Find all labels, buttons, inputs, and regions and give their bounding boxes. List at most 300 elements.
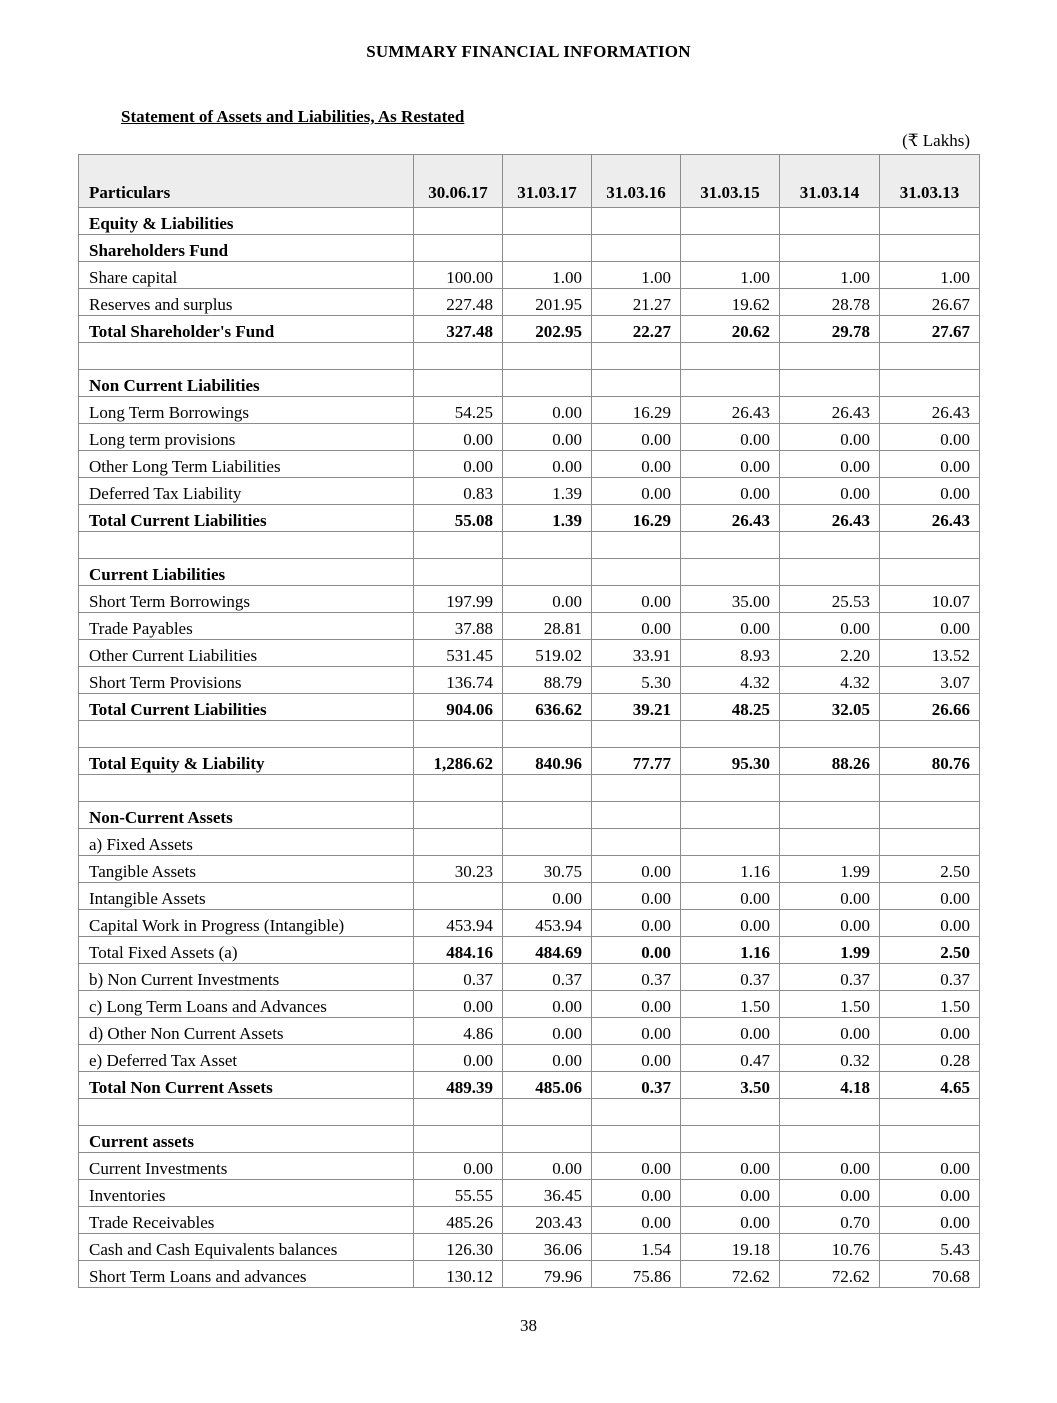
row-value xyxy=(592,1126,681,1153)
row-value xyxy=(681,775,780,802)
row-value: 0.00 xyxy=(681,1180,780,1207)
row-value xyxy=(681,829,780,856)
blank-row xyxy=(79,721,980,748)
row-value: 26.43 xyxy=(880,397,980,424)
row-value xyxy=(880,370,980,397)
row-value: 5.43 xyxy=(880,1234,980,1261)
row-value: 16.29 xyxy=(592,505,681,532)
row-value: 0.00 xyxy=(592,856,681,883)
row-value: 5.30 xyxy=(592,667,681,694)
row-value: 484.16 xyxy=(414,937,503,964)
row-value: 0.70 xyxy=(780,1207,880,1234)
row-value xyxy=(592,208,681,235)
row-value: 1.16 xyxy=(681,856,780,883)
table-row xyxy=(79,1207,980,1234)
row-label: Current assets xyxy=(79,1126,414,1153)
row-value: 904.06 xyxy=(414,694,503,721)
row-value: 48.25 xyxy=(681,694,780,721)
table-row xyxy=(79,640,980,667)
row-value xyxy=(880,559,980,586)
row-value: 1.16 xyxy=(681,937,780,964)
page-heading: SUMMARY FINANCIAL INFORMATION xyxy=(366,42,691,61)
row-value: 489.39 xyxy=(414,1072,503,1099)
row-label: c) Long Term Loans and Advances xyxy=(79,991,414,1018)
row-value: 8.93 xyxy=(681,640,780,667)
row-value: 1.50 xyxy=(681,991,780,1018)
row-value: 72.62 xyxy=(780,1261,880,1288)
table-row xyxy=(79,613,980,640)
row-value: 28.78 xyxy=(780,289,880,316)
row-value xyxy=(681,1099,780,1126)
row-value: 0.00 xyxy=(592,991,681,1018)
row-label: Short Term Provisions xyxy=(79,667,414,694)
row-value: 30.75 xyxy=(503,856,592,883)
row-label: Total Current Liabilities xyxy=(79,505,414,532)
row-label: Tangible Assets xyxy=(79,856,414,883)
row-value: 0.00 xyxy=(592,1018,681,1045)
row-value: 840.96 xyxy=(503,748,592,775)
row-value: 55.55 xyxy=(414,1180,503,1207)
row-value xyxy=(503,208,592,235)
blank-row xyxy=(79,775,980,802)
row-label: a) Fixed Assets xyxy=(79,829,414,856)
row-value: 0.00 xyxy=(681,478,780,505)
row-value: 485.26 xyxy=(414,1207,503,1234)
row-value: 126.30 xyxy=(414,1234,503,1261)
row-value xyxy=(780,1126,880,1153)
table-row xyxy=(79,883,980,910)
row-value: 75.86 xyxy=(592,1261,681,1288)
row-value: 1,286.62 xyxy=(414,748,503,775)
row-value: 0.00 xyxy=(880,1018,980,1045)
row-value: 0.00 xyxy=(503,397,592,424)
row-value: 25.53 xyxy=(780,586,880,613)
row-value: 19.18 xyxy=(681,1234,780,1261)
table-row xyxy=(79,667,980,694)
blank-row xyxy=(79,532,980,559)
table-row xyxy=(79,586,980,613)
row-value: 0.00 xyxy=(503,1045,592,1072)
row-value xyxy=(414,235,503,262)
row-value: 0.37 xyxy=(780,964,880,991)
row-value: 4.86 xyxy=(414,1018,503,1045)
row-value: 0.00 xyxy=(592,1207,681,1234)
row-value xyxy=(414,802,503,829)
row-value: 0.00 xyxy=(780,1153,880,1180)
row-value xyxy=(414,721,503,748)
row-value: 0.00 xyxy=(681,424,780,451)
header-31-03-13: 31.03.13 xyxy=(880,155,980,208)
table-row xyxy=(79,748,980,775)
row-value: 10.76 xyxy=(780,1234,880,1261)
row-value: 0.37 xyxy=(503,964,592,991)
row-value: 0.00 xyxy=(780,451,880,478)
row-value: 55.08 xyxy=(414,505,503,532)
row-value: 0.00 xyxy=(503,883,592,910)
row-value xyxy=(780,532,880,559)
blank-row xyxy=(79,1099,980,1126)
row-value: 29.78 xyxy=(780,316,880,343)
row-value xyxy=(681,370,780,397)
row-label xyxy=(79,343,414,370)
row-value xyxy=(780,208,880,235)
table-row xyxy=(79,802,980,829)
row-value xyxy=(780,559,880,586)
row-value: 72.62 xyxy=(681,1261,780,1288)
row-value: 26.43 xyxy=(880,505,980,532)
table-row xyxy=(79,1126,980,1153)
row-value xyxy=(592,721,681,748)
row-value xyxy=(592,559,681,586)
row-value: 327.48 xyxy=(414,316,503,343)
row-value xyxy=(880,235,980,262)
row-value xyxy=(592,802,681,829)
row-value: 20.62 xyxy=(681,316,780,343)
row-value: 27.67 xyxy=(880,316,980,343)
row-label: Current Investments xyxy=(79,1153,414,1180)
row-value xyxy=(503,559,592,586)
header-31-03-17: 31.03.17 xyxy=(503,155,592,208)
row-label xyxy=(79,532,414,559)
row-value xyxy=(503,721,592,748)
row-value: 0.37 xyxy=(414,964,503,991)
row-value: 26.66 xyxy=(880,694,980,721)
row-value: 88.79 xyxy=(503,667,592,694)
row-value: 484.69 xyxy=(503,937,592,964)
row-value: 39.21 xyxy=(592,694,681,721)
row-value: 0.37 xyxy=(592,964,681,991)
row-value xyxy=(592,370,681,397)
row-value: 0.00 xyxy=(681,910,780,937)
row-value xyxy=(681,235,780,262)
row-value xyxy=(503,532,592,559)
row-label xyxy=(79,775,414,802)
row-value: 0.00 xyxy=(503,451,592,478)
table-row xyxy=(79,370,980,397)
row-value xyxy=(414,532,503,559)
row-label: Total Current Liabilities xyxy=(79,694,414,721)
row-value xyxy=(503,775,592,802)
row-value xyxy=(780,775,880,802)
table-row xyxy=(79,289,980,316)
table-row xyxy=(79,694,980,721)
row-value: 531.45 xyxy=(414,640,503,667)
row-value: 32.05 xyxy=(780,694,880,721)
row-value: 95.30 xyxy=(681,748,780,775)
table-row xyxy=(79,397,980,424)
table-row xyxy=(79,910,980,937)
row-value: 0.00 xyxy=(592,478,681,505)
row-value: 0.00 xyxy=(414,1045,503,1072)
row-value xyxy=(780,802,880,829)
row-value: 0.00 xyxy=(780,478,880,505)
row-value xyxy=(414,1099,503,1126)
table-body xyxy=(79,208,980,1288)
row-label: Cash and Cash Equivalents balances xyxy=(79,1234,414,1261)
row-value: 37.88 xyxy=(414,613,503,640)
table-row xyxy=(79,559,980,586)
row-value xyxy=(592,829,681,856)
row-value: 0.28 xyxy=(880,1045,980,1072)
row-value: 202.95 xyxy=(503,316,592,343)
row-value xyxy=(681,802,780,829)
row-label: Reserves and surplus xyxy=(79,289,414,316)
row-value: 0.00 xyxy=(414,1153,503,1180)
row-value: 22.27 xyxy=(592,316,681,343)
row-value: 0.00 xyxy=(681,1018,780,1045)
row-value xyxy=(592,532,681,559)
row-label: b) Non Current Investments xyxy=(79,964,414,991)
row-label: Capital Work in Progress (Intangible) xyxy=(79,910,414,937)
row-value: 0.00 xyxy=(780,613,880,640)
table-row xyxy=(79,829,980,856)
row-value: 0.00 xyxy=(880,910,980,937)
row-label: Equity & Liabilities xyxy=(79,208,414,235)
row-value: 79.96 xyxy=(503,1261,592,1288)
row-label: Shareholders Fund xyxy=(79,235,414,262)
row-value: 88.26 xyxy=(780,748,880,775)
row-value: 453.94 xyxy=(414,910,503,937)
row-value: 80.76 xyxy=(880,748,980,775)
row-value: 36.06 xyxy=(503,1234,592,1261)
header-31-03-14: 31.03.14 xyxy=(780,155,880,208)
row-value: 0.00 xyxy=(880,451,980,478)
row-value: 0.00 xyxy=(681,451,780,478)
row-value xyxy=(592,1099,681,1126)
row-value: 0.00 xyxy=(880,1153,980,1180)
row-value: 0.00 xyxy=(681,1207,780,1234)
row-value: 13.52 xyxy=(880,640,980,667)
row-value: 77.77 xyxy=(592,748,681,775)
row-value xyxy=(592,775,681,802)
row-value xyxy=(880,721,980,748)
row-label: Trade Payables xyxy=(79,613,414,640)
row-value xyxy=(880,802,980,829)
row-value: 0.00 xyxy=(503,1153,592,1180)
row-value: 0.00 xyxy=(780,883,880,910)
row-value: 0.00 xyxy=(503,424,592,451)
row-value: 1.99 xyxy=(780,856,880,883)
blank-row xyxy=(79,343,980,370)
row-value xyxy=(414,775,503,802)
row-value: 0.00 xyxy=(592,1045,681,1072)
row-label: Share capital xyxy=(79,262,414,289)
row-value: 2.50 xyxy=(880,856,980,883)
row-value: 1.39 xyxy=(503,505,592,532)
row-value: 0.00 xyxy=(503,1018,592,1045)
table-row xyxy=(79,937,980,964)
header-30-06-17: 30.06.17 xyxy=(414,155,503,208)
row-value: 0.00 xyxy=(780,424,880,451)
row-value xyxy=(880,532,980,559)
row-value: 16.29 xyxy=(592,397,681,424)
row-value xyxy=(681,721,780,748)
row-label: Long Term Borrowings xyxy=(79,397,414,424)
row-value xyxy=(681,559,780,586)
row-value: 0.00 xyxy=(592,1153,681,1180)
row-label: Inventories xyxy=(79,1180,414,1207)
row-value: 0.00 xyxy=(681,883,780,910)
row-value xyxy=(681,532,780,559)
row-value xyxy=(780,829,880,856)
row-value: 26.43 xyxy=(780,397,880,424)
row-value xyxy=(880,1126,980,1153)
row-label: Long term provisions xyxy=(79,424,414,451)
header-31-03-16: 31.03.16 xyxy=(592,155,681,208)
row-value: 4.32 xyxy=(681,667,780,694)
row-value: 0.00 xyxy=(880,883,980,910)
row-value xyxy=(681,343,780,370)
table-row xyxy=(79,1261,980,1288)
row-value: 0.00 xyxy=(414,424,503,451)
row-value: 33.91 xyxy=(592,640,681,667)
table-row xyxy=(79,424,980,451)
row-value: 2.20 xyxy=(780,640,880,667)
row-value: 28.81 xyxy=(503,613,592,640)
row-value: 0.00 xyxy=(780,1180,880,1207)
row-value: 0.32 xyxy=(780,1045,880,1072)
row-value: 3.07 xyxy=(880,667,980,694)
row-value: 1.50 xyxy=(780,991,880,1018)
row-value: 0.00 xyxy=(880,478,980,505)
row-value: 0.00 xyxy=(592,937,681,964)
row-value: 0.00 xyxy=(880,1207,980,1234)
row-label: Total Non Current Assets xyxy=(79,1072,414,1099)
row-value: 0.00 xyxy=(780,1018,880,1045)
row-label: Non Current Liabilities xyxy=(79,370,414,397)
table-header-row xyxy=(79,155,980,208)
row-label: Short Term Loans and advances xyxy=(79,1261,414,1288)
row-value xyxy=(503,370,592,397)
row-value: 636.62 xyxy=(503,694,592,721)
row-value xyxy=(592,343,681,370)
row-value: 35.00 xyxy=(681,586,780,613)
row-value: 1.00 xyxy=(503,262,592,289)
row-value: 0.00 xyxy=(681,613,780,640)
row-value xyxy=(681,1126,780,1153)
row-value: 1.39 xyxy=(503,478,592,505)
row-value: 0.37 xyxy=(681,964,780,991)
row-value: 1.00 xyxy=(681,262,780,289)
row-value: 70.68 xyxy=(880,1261,980,1288)
unit-label: (₹ Lakhs) xyxy=(902,131,970,150)
table-row xyxy=(79,991,980,1018)
row-value: 0.00 xyxy=(880,1180,980,1207)
table-row xyxy=(79,235,980,262)
row-value xyxy=(503,1126,592,1153)
row-value: 0.00 xyxy=(592,1180,681,1207)
row-value xyxy=(592,235,681,262)
table-row xyxy=(79,1234,980,1261)
row-value: 0.00 xyxy=(592,451,681,478)
row-value: 0.00 xyxy=(592,424,681,451)
table-row xyxy=(79,451,980,478)
row-value: 136.74 xyxy=(414,667,503,694)
row-value: 0.00 xyxy=(592,883,681,910)
row-value xyxy=(414,829,503,856)
row-value: 203.43 xyxy=(503,1207,592,1234)
row-value: 0.00 xyxy=(414,991,503,1018)
row-value: 197.99 xyxy=(414,586,503,613)
row-value: 0.00 xyxy=(880,613,980,640)
row-value xyxy=(880,829,980,856)
row-value: 36.45 xyxy=(503,1180,592,1207)
row-value: 54.25 xyxy=(414,397,503,424)
table-row xyxy=(79,478,980,505)
row-value: 4.65 xyxy=(880,1072,980,1099)
table-row xyxy=(79,505,980,532)
row-value: 1.99 xyxy=(780,937,880,964)
row-value: 1.54 xyxy=(592,1234,681,1261)
row-label: Current Liabilities xyxy=(79,559,414,586)
row-value: 0.00 xyxy=(503,991,592,1018)
row-value: 0.00 xyxy=(681,1153,780,1180)
table-row xyxy=(79,1045,980,1072)
row-label: Non-Current Assets xyxy=(79,802,414,829)
row-value: 26.43 xyxy=(681,505,780,532)
row-value xyxy=(414,370,503,397)
row-value xyxy=(681,208,780,235)
row-value: 26.43 xyxy=(681,397,780,424)
row-value xyxy=(780,721,880,748)
row-value xyxy=(503,802,592,829)
row-value: 130.12 xyxy=(414,1261,503,1288)
row-value: 4.18 xyxy=(780,1072,880,1099)
row-label: Other Long Term Liabilities xyxy=(79,451,414,478)
table-row xyxy=(79,262,980,289)
statement-title: Statement of Assets and Liabilities, As Restated xyxy=(121,107,465,126)
table-row xyxy=(79,964,980,991)
row-value: 19.62 xyxy=(681,289,780,316)
row-value xyxy=(780,1099,880,1126)
row-value: 201.95 xyxy=(503,289,592,316)
row-value: 0.00 xyxy=(592,613,681,640)
row-value: 0.37 xyxy=(592,1072,681,1099)
row-value: 4.32 xyxy=(780,667,880,694)
row-value xyxy=(414,343,503,370)
row-label: Short Term Borrowings xyxy=(79,586,414,613)
row-value xyxy=(780,235,880,262)
row-value xyxy=(780,370,880,397)
row-value: 0.00 xyxy=(503,586,592,613)
row-value: 1.50 xyxy=(880,991,980,1018)
page-number: 38 xyxy=(520,1316,537,1335)
table-row xyxy=(79,856,980,883)
row-value: 3.50 xyxy=(681,1072,780,1099)
row-label xyxy=(79,1099,414,1126)
row-value: 0.00 xyxy=(414,451,503,478)
row-value xyxy=(880,343,980,370)
row-value: 0.83 xyxy=(414,478,503,505)
header-31-03-15: 31.03.15 xyxy=(681,155,780,208)
table-row xyxy=(79,1153,980,1180)
row-value: 26.43 xyxy=(780,505,880,532)
row-value xyxy=(414,559,503,586)
row-value: 26.67 xyxy=(880,289,980,316)
table-row xyxy=(79,1018,980,1045)
row-value: 21.27 xyxy=(592,289,681,316)
header-particulars: Particulars xyxy=(79,155,414,208)
row-value: 0.47 xyxy=(681,1045,780,1072)
row-value: 1.00 xyxy=(880,262,980,289)
row-value: 227.48 xyxy=(414,289,503,316)
table-row xyxy=(79,1180,980,1207)
row-value xyxy=(880,775,980,802)
row-label: e) Deferred Tax Asset xyxy=(79,1045,414,1072)
row-value xyxy=(503,235,592,262)
row-value: 0.00 xyxy=(592,910,681,937)
row-value xyxy=(503,829,592,856)
